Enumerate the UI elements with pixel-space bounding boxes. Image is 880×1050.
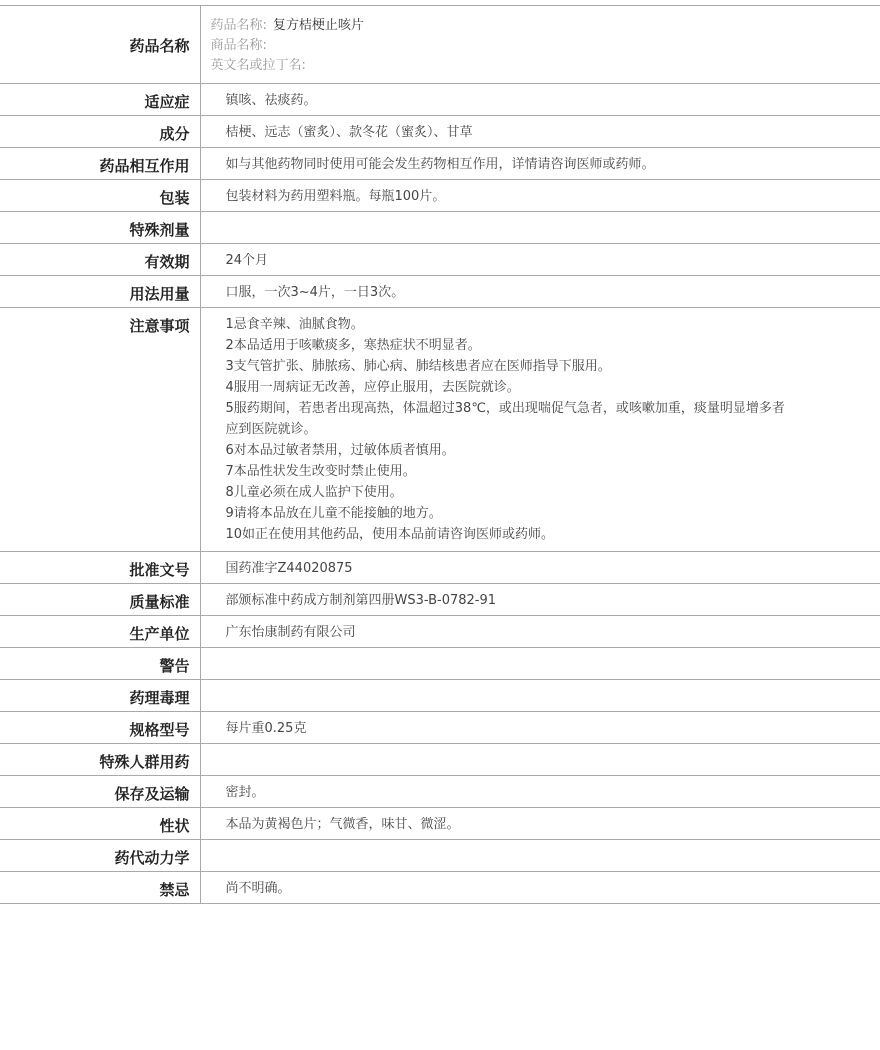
row-label: 特殊剂量: [0, 212, 200, 244]
note-item: 6对本品过敏者禁用，过敏体质者慎用。: [225, 443, 455, 458]
row-standard: [0, 584, 880, 616]
row-appearance: [0, 808, 880, 840]
row-label: 警告: [0, 648, 200, 680]
english-name-line: [211, 56, 880, 76]
row-label: 批准文号: [0, 552, 200, 584]
row-value: [200, 680, 880, 712]
row-label: 用法用量: [0, 276, 200, 308]
row-approval: [0, 552, 880, 584]
note-item: 4服用一周病证无改善，应停止服用，去医院就诊。: [225, 380, 520, 395]
row-label: 性状: [0, 808, 200, 840]
row-packaging: [0, 180, 880, 212]
row-label: 有效期: [0, 244, 200, 276]
row-pharmacokinetics: [0, 840, 880, 872]
note-item: 9请将本品放在儿童不能接触的地方。: [225, 506, 442, 521]
row-value: [200, 212, 880, 244]
generic-name-label: 药品名称:: [210, 18, 267, 33]
row-label: 生产单位: [0, 616, 200, 648]
note-item: 3支气管扩张、肺脓疡、肺心病、肺结核患者应在医师指导下服用。: [225, 359, 611, 374]
row-special-dosage: [0, 212, 880, 244]
row-warning: [0, 648, 880, 680]
row-value: 包装材料为药用塑料瓶。每瓶100片。: [200, 180, 880, 212]
note-item: 1忌食辛辣、油腻食物。: [225, 317, 364, 332]
row-value: 如与其他药物同时使用可能会发生药物相互作用，详情请咨询医师或药师。: [200, 148, 880, 180]
note-item: 8儿童必须在成人监护下使用。: [225, 485, 403, 500]
row-value: 镇咳、祛痰药。: [200, 84, 880, 116]
drug-spec-table: [0, 5, 880, 904]
row-notes: [0, 308, 880, 552]
row-label: 保存及运输: [0, 776, 200, 808]
notes-cell: [200, 308, 880, 552]
row-value: 密封。: [200, 776, 880, 808]
row-value: 国药准字Z44020875: [200, 552, 880, 584]
row-value: 广东怡康制药有限公司: [200, 616, 880, 648]
row-value: 每片重0.25克: [200, 712, 880, 744]
row-ingredients: [0, 116, 880, 148]
row-usage: [0, 276, 880, 308]
trade-name-line: [211, 36, 880, 56]
row-value: [200, 744, 880, 776]
row-spec: [0, 712, 880, 744]
row-label: 药品名称: [0, 6, 200, 84]
row-label: 适应症: [0, 84, 200, 116]
row-indication: [0, 84, 880, 116]
row-value: 24个月: [200, 244, 880, 276]
row-label: 禁忌: [0, 872, 200, 904]
row-value: 本品为黄褐色片；气微香，味甘、微涩。: [200, 808, 880, 840]
row-validity: [0, 244, 880, 276]
row-label: 质量标准: [0, 584, 200, 616]
drug-name-cell: [200, 6, 880, 84]
row-special-groups: [0, 744, 880, 776]
generic-name-line: [211, 16, 880, 36]
row-value: [200, 840, 880, 872]
notes-list: [226, 314, 786, 545]
row-contraindications: [0, 872, 880, 904]
row-value: 尚不明确。: [200, 872, 880, 904]
row-label: 注意事项: [0, 308, 200, 552]
row-value: [200, 648, 880, 680]
row-label: 药代动力学: [0, 840, 200, 872]
trade-name-label: 商品名称:: [210, 38, 267, 53]
note-item: 2本品适用于咳嗽痰多，寒热症状不明显者。: [225, 338, 481, 353]
row-label: 规格型号: [0, 712, 200, 744]
row-interaction: [0, 148, 880, 180]
row-label: 特殊人群用药: [0, 744, 200, 776]
row-storage: [0, 776, 880, 808]
row-value: 口服，一次3~4片，一日3次。: [200, 276, 880, 308]
english-name-label: 英文名或拉丁名:: [210, 58, 306, 73]
row-pharmacology: [0, 680, 880, 712]
row-value: 桔梗、远志（蜜炙）、款冬花（蜜炙）、甘草: [200, 116, 880, 148]
note-item: 5服药期间，若患者出现高热，体温超过38℃，或出现喘促气急者，或咳嗽加重，痰量明显增多者应到医院就诊。: [225, 401, 785, 437]
row-drug-name: [0, 6, 880, 84]
row-label: 成分: [0, 116, 200, 148]
row-label: 药品相互作用: [0, 148, 200, 180]
row-label: 包装: [0, 180, 200, 212]
generic-name-value: 复方桔梗止咳片: [272, 18, 364, 33]
note-item: 7本品性状发生改变时禁止使用。: [225, 464, 416, 479]
row-label: 药理毒理: [0, 680, 200, 712]
row-manufacturer: [0, 616, 880, 648]
row-value: 部颁标准中药成方制剂第四册WS3-B-0782-91: [200, 584, 880, 616]
note-item: 10如正在使用其他药品，使用本品前请咨询医师或药师。: [225, 527, 555, 542]
